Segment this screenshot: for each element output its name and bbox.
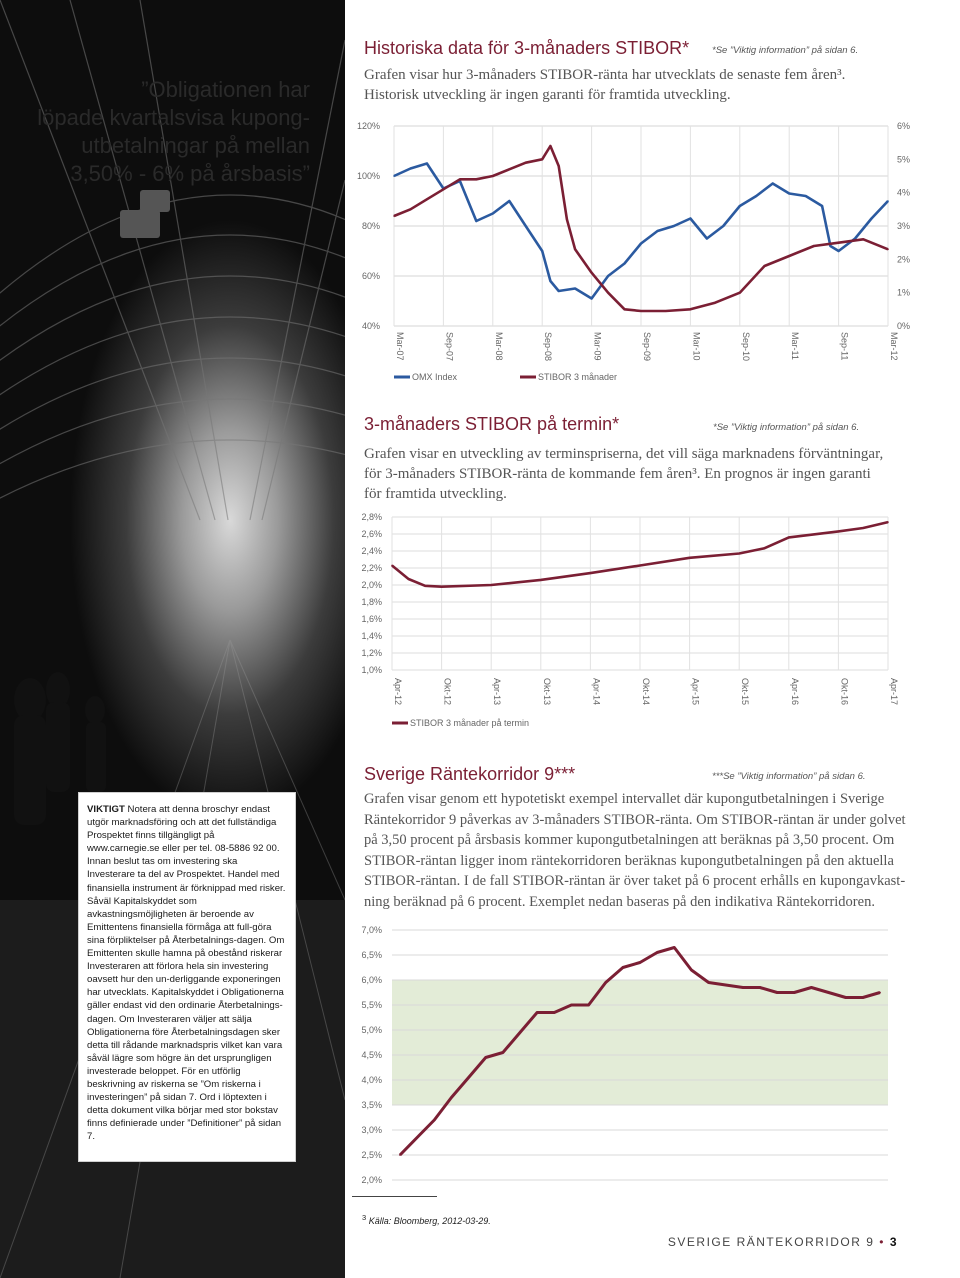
section3-line: Grafen visar genom ett hypotetiskt exempel intervallet där kupongutbetalningen i Sverige: [364, 791, 885, 807]
y-tick-label: 7,0%: [361, 925, 382, 935]
x-tick-label: Okt-13: [541, 678, 552, 706]
data-point: [691, 969, 693, 971]
data-point: [690, 218, 692, 220]
data-point: [558, 290, 560, 292]
data-point: [550, 145, 552, 147]
data-point: [830, 245, 832, 247]
data-point: [759, 987, 761, 989]
footnote: [362, 1213, 491, 1226]
stibor-history-chart: [352, 110, 912, 390]
section1-title: Historiska data för 3-månaders STIBOR*: [364, 38, 690, 58]
x-tick-label: Mar-10: [691, 332, 702, 361]
data-point: [571, 1004, 573, 1006]
data-point: [550, 280, 552, 282]
data-point: [624, 263, 626, 265]
data-point: [811, 987, 813, 989]
y-left-tick-label: 80%: [361, 221, 380, 231]
data-point: [788, 255, 790, 257]
data-point: [821, 205, 823, 207]
pull-quote-line: utbetalningar på mellan: [81, 133, 310, 158]
y-tick-label: 2,0%: [361, 580, 382, 590]
data-point: [490, 584, 492, 586]
data-point: [519, 1032, 521, 1034]
data-point: [391, 565, 393, 567]
data-point: [525, 225, 527, 227]
data-point: [656, 952, 658, 954]
section3-title: Sverige Räntekorridor 9***: [364, 764, 576, 784]
y-right-tick-label: 6%: [896, 121, 910, 131]
x-tick-label: Sep-08: [543, 332, 554, 362]
data-point: [558, 165, 560, 167]
section1-line: Grafen visar hur 3-månaders STIBOR-ränta har utvecklats de senaste fem åren³.: [364, 67, 846, 83]
x-tick-label: Sep-10: [740, 332, 751, 362]
stibor-forward-chart: [352, 505, 912, 735]
y-tick-label: 5,0%: [361, 1025, 382, 1035]
data-point: [639, 565, 641, 567]
section2-line: för 3-månaders STIBOR-ränta de kommande fem åren³. En prognos är ingen garanti: [364, 466, 871, 482]
section3-note: ***Se ”Viktig information” på sidan 6.: [712, 771, 866, 782]
data-point: [393, 175, 395, 177]
x-tick-label: Okt-15: [740, 678, 751, 706]
data-point: [805, 195, 807, 197]
data-point: [433, 1119, 435, 1121]
section1-line: Historisk utveckling är ingen garanti för framtida utveckling.: [364, 87, 731, 103]
y-tick-label: 1,8%: [361, 597, 382, 607]
section3-text: [364, 789, 939, 912]
y-tick-label: 6,5%: [361, 950, 382, 960]
legend-label: STIBOR 3 månader: [538, 372, 618, 382]
x-tick-label: Okt-12: [442, 678, 453, 706]
y-tick-label: 2,8%: [361, 512, 382, 522]
data-point: [706, 238, 708, 240]
data-point: [588, 1004, 590, 1006]
data-point: [476, 179, 478, 181]
y-right-tick-label: 2%: [896, 254, 910, 265]
data-point: [690, 309, 692, 311]
data-point: [424, 585, 426, 587]
data-point: [640, 310, 642, 312]
data-point: [605, 982, 607, 984]
data-point: [838, 242, 840, 244]
data-point: [416, 1137, 418, 1139]
y-left-tick-label: 120%: [356, 121, 380, 131]
section1-note: *Se ”Viktig information” på sidan 6.: [712, 45, 859, 56]
data-point: [863, 239, 865, 241]
data-point: [845, 997, 847, 999]
data-point: [590, 572, 592, 574]
data-point: [408, 578, 410, 580]
pull-quote: [20, 76, 310, 188]
y-tick-label: 3,5%: [361, 1100, 382, 1110]
data-point: [399, 1154, 401, 1156]
footnote-mark: 3: [362, 1213, 367, 1222]
x-tick-label: Apr-17: [889, 678, 899, 706]
y-right-tick-label: 3%: [896, 221, 910, 231]
legend-label: OMX Index: [412, 372, 458, 382]
data-point: [393, 215, 395, 217]
data-point: [492, 213, 494, 215]
y-left-tick-label: 40%: [361, 321, 380, 331]
notice-heading: VIKTIGT: [87, 804, 125, 815]
pull-quote-line: löpade kvartalsvisa kupong-: [37, 105, 310, 130]
x-tick-label: Apr-16: [789, 678, 800, 706]
x-tick-label: Sep-07: [444, 332, 455, 362]
y-tick-label: 2,4%: [361, 546, 382, 556]
section3-line: på 3,50 procent på årsbasis kommer kupongutbetalningen att beräknas på 3,50 procent. Om: [364, 832, 895, 848]
data-point: [502, 1052, 504, 1054]
data-point: [591, 272, 593, 274]
data-point: [723, 225, 725, 227]
data-point: [639, 962, 641, 964]
important-notice: [78, 792, 296, 1162]
data-point: [776, 992, 778, 994]
data-point: [541, 159, 543, 161]
data-point: [508, 200, 510, 202]
footer-dot: •: [879, 1235, 885, 1249]
data-point: [468, 1077, 470, 1079]
data-point: [838, 531, 840, 533]
data-point: [566, 219, 568, 221]
y-tick-label: 1,6%: [361, 614, 382, 624]
data-point: [788, 537, 790, 539]
data-point: [788, 193, 790, 195]
section2-line: Grafen visar en utveckling av terminspriserna, det vill säga marknadens förväntningar,: [364, 446, 884, 462]
data-point: [738, 553, 740, 555]
y-right-tick-label: 1%: [896, 287, 910, 298]
y-left-tick-label: 60%: [361, 271, 380, 281]
x-tick-label: Okt-14: [641, 678, 651, 706]
section3-line: ning beräknad på 6 procent. Exemplet nedan baseras på den indikativa Räntekorridoren.: [364, 893, 875, 910]
data-point: [540, 579, 542, 581]
y-tick-label: 4,5%: [361, 1050, 382, 1060]
y-tick-label: 2,0%: [361, 1175, 382, 1185]
x-tick-label: Sep-09: [642, 332, 652, 362]
x-tick-label: Sep-11: [839, 332, 850, 361]
x-tick-label: Apr-13: [492, 678, 503, 706]
data-point: [607, 292, 609, 294]
data-point: [553, 1012, 555, 1014]
data-point: [574, 288, 576, 290]
data-point: [764, 265, 766, 267]
data-point: [739, 205, 741, 207]
data-point: [838, 250, 840, 252]
section2-title: 3-månaders STIBOR på termin*: [364, 414, 620, 434]
data-point: [708, 982, 710, 984]
data-point: [591, 298, 593, 300]
data-point: [813, 245, 815, 247]
data-point: [640, 243, 642, 245]
data-point: [536, 1012, 538, 1014]
notice-body: Notera att denna broschyr endast utgör marknadsföring och att det fullständiga Prospektet finns tillgängligt på www.carnegie.se eller per tel. 08-5886 92 00. Innan beslut tas om investering ska Investerare ta del av Prospektet. Handel med finansiella instrument är förknippad med risker. Såväl Kapitalskyddet som avkastningsmöjligheten är beroende av Emittentens finansiella förmåga att full-göra sina förpliktelser på Återbetalnings-dagen. Om Emittenten skulle hamna på obestånd riskerar Investeraren att förlora hela sin investering oavsett hur den un-derliggande exponeringen har utvecklats. Kapitalskyddet i Obligationerna gäller endast vid den ordinarie Återbetalnings-dagen. Om Investeraren väljer att sälja Obligationerna före Återbetalningsdagen sker detta till rådande marknadspris vilket kan vara såväl lägre som högre än det ursprungligen investerade beloppet. För en utförlig beskrivning av riskerna se ”Om riskerna i investeringen” på sidan 7. Ord i löptexten i detta dokument vilka börjar med stor bokstav finns definierade under ”Definitioner” på sidan 7.: [87, 804, 286, 1143]
data-point: [725, 984, 727, 986]
legend-label: STIBOR 3 månader på termin: [410, 718, 530, 728]
corridor-band: [392, 980, 888, 1105]
y-tick-label: 2,5%: [361, 1150, 382, 1160]
section2-text: [364, 444, 934, 504]
x-tick-label: Apr-15: [690, 678, 701, 706]
pull-quote-line: ”Obligationen har: [141, 77, 310, 102]
data-point: [492, 175, 494, 177]
y-tick-label: 1,0%: [361, 665, 382, 675]
data-point: [476, 220, 478, 222]
section3-line: STIBOR-räntan ligger inom räntekorridoren beräknas kupongutbetalningen på den aktuella: [364, 852, 894, 869]
data-point: [624, 309, 626, 311]
data-point: [622, 967, 624, 969]
pull-quote-line: 3,50% - 6% på årsbasis”: [70, 161, 310, 186]
data-point: [862, 997, 864, 999]
section1-text: [364, 65, 845, 105]
y-tick-label: 1,2%: [361, 648, 382, 658]
data-point: [871, 218, 873, 220]
data-point: [607, 275, 609, 277]
section2-line: för framtida utveckling.: [364, 486, 507, 502]
y-right-tick-label: 0%: [896, 321, 910, 331]
data-point: [689, 557, 691, 559]
x-tick-label: Mar-07: [395, 332, 405, 361]
data-point: [541, 250, 543, 252]
data-point: [755, 195, 757, 197]
data-point: [485, 1057, 487, 1059]
data-point: [410, 209, 412, 211]
data-point: [673, 225, 675, 227]
page-number: 3: [889, 1235, 898, 1249]
y-tick-label: 5,5%: [361, 1000, 382, 1010]
data-point: [739, 292, 741, 294]
data-point: [665, 310, 667, 312]
y-left-tick-label: 100%: [356, 171, 380, 181]
data-point: [879, 992, 881, 994]
x-tick-label: Okt-16: [839, 678, 850, 706]
data-point: [763, 548, 765, 550]
data-point: [574, 249, 576, 251]
x-tick-label: Apr-14: [591, 678, 602, 706]
section3-line: STIBOR-räntan. I de fall STIBOR-räntan är över taket på 6 procent erhålls en kupongavkast-: [364, 873, 906, 889]
data-point: [410, 168, 412, 170]
data-point: [525, 162, 527, 164]
x-tick-label: Mar-09: [592, 332, 603, 361]
section2-note: *Se ”Viktig information” på sidan 6.: [713, 422, 860, 433]
data-point: [451, 1097, 453, 1099]
data-point: [887, 200, 889, 202]
footnote-text: Källa: Bloomberg, 2012-03-29.: [368, 1216, 491, 1226]
y-tick-label: 2,2%: [361, 563, 382, 573]
footer-label: SVERIGE RÄNTEKORRIDOR 9: [667, 1235, 875, 1249]
x-tick-label: Mar-08: [493, 332, 504, 361]
section3-line: Räntekorridor 9 påverkas av 3-månaders STIBOR-ränta. Om STIBOR-räntan är under golvet: [364, 811, 906, 828]
corridor-chart: [352, 920, 912, 1192]
data-point: [887, 249, 889, 251]
data-point: [426, 199, 428, 201]
data-point: [443, 189, 445, 191]
x-tick-label: Mar-11: [790, 332, 801, 360]
x-tick-label: Mar-12: [889, 332, 899, 361]
data-point: [828, 992, 830, 994]
data-point: [742, 987, 744, 989]
y-right-tick-label: 4%: [896, 187, 910, 198]
y-tick-label: 3,0%: [361, 1125, 382, 1135]
data-point: [714, 302, 716, 304]
data-point: [441, 586, 443, 588]
y-tick-label: 1,4%: [361, 631, 382, 641]
data-point: [887, 521, 889, 523]
data-point: [862, 527, 864, 529]
data-point: [657, 230, 659, 232]
data-point: [508, 169, 510, 171]
data-point: [772, 183, 774, 185]
data-point: [673, 947, 675, 949]
data-point: [426, 163, 428, 165]
y-tick-label: 2,6%: [361, 529, 382, 539]
page-footer: [668, 1235, 898, 1249]
footnote-rule: [352, 1196, 437, 1197]
y-tick-label: 4,0%: [361, 1075, 382, 1085]
y-tick-label: 6,0%: [361, 975, 382, 985]
y-right-tick-label: 5%: [896, 154, 910, 165]
x-tick-label: Apr-12: [393, 678, 403, 706]
data-point: [459, 179, 461, 181]
data-point: [793, 992, 795, 994]
